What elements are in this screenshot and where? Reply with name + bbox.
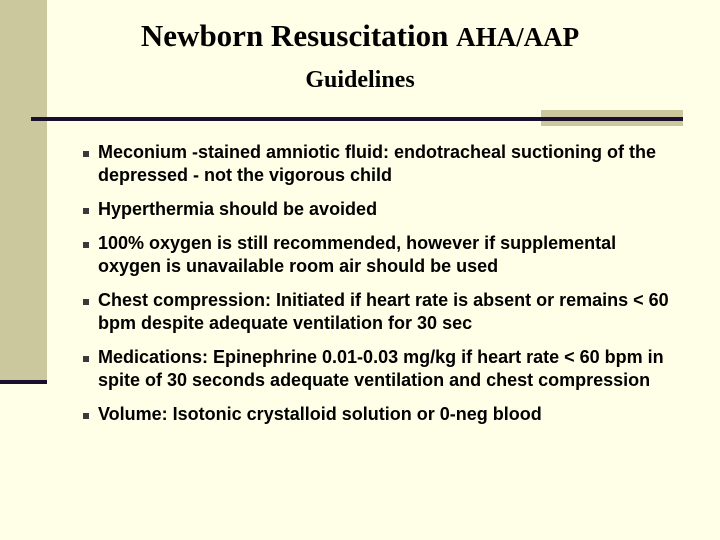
title-suffix-text: AHA/AAP (456, 22, 580, 52)
bullet-text: 100% oxygen is still recommended, however if supplemental oxygen is unavailable room air should be used (98, 233, 617, 276)
square-bullet-icon (83, 151, 89, 157)
bullet-text: Hyperthermia should be avoided (98, 199, 378, 219)
bullet-text: Volume: Isotonic crystalloid solution or 0-neg blood (98, 404, 542, 424)
slide-title (0, 20, 720, 92)
bullet-item (80, 346, 680, 392)
divider-accent-line (541, 117, 683, 121)
square-bullet-icon (83, 299, 89, 305)
bullet-list (80, 141, 680, 437)
bullet-text: Medications: Epinephrine 0.01-0.03 mg/kg if heart rate < 60 bpm in spite of 30 seconds adequate ventilation and chest compression (98, 347, 664, 390)
left-band-bottom-rule (0, 380, 47, 384)
square-bullet-icon (83, 413, 89, 419)
bullet-item (80, 232, 680, 278)
square-bullet-icon (83, 208, 89, 214)
square-bullet-icon (83, 242, 89, 248)
bullet-text: Meconium -stained amniotic fluid: endotracheal suctioning of the depressed - not the vigorous child (98, 142, 657, 185)
bullet-item (80, 289, 680, 335)
bullet-text: Chest compression: Initiated if heart rate is absent or remains < 60 bpm despite adequate ventilation for 30 sec (98, 290, 669, 333)
bullet-item (80, 198, 680, 221)
bullet-item (80, 141, 680, 187)
square-bullet-icon (83, 356, 89, 362)
title-line-2: Guidelines (305, 67, 415, 93)
title-main-text: Newborn Resuscitation (140, 18, 449, 53)
bullet-item (80, 403, 680, 426)
title-line-1 (0, 20, 720, 51)
